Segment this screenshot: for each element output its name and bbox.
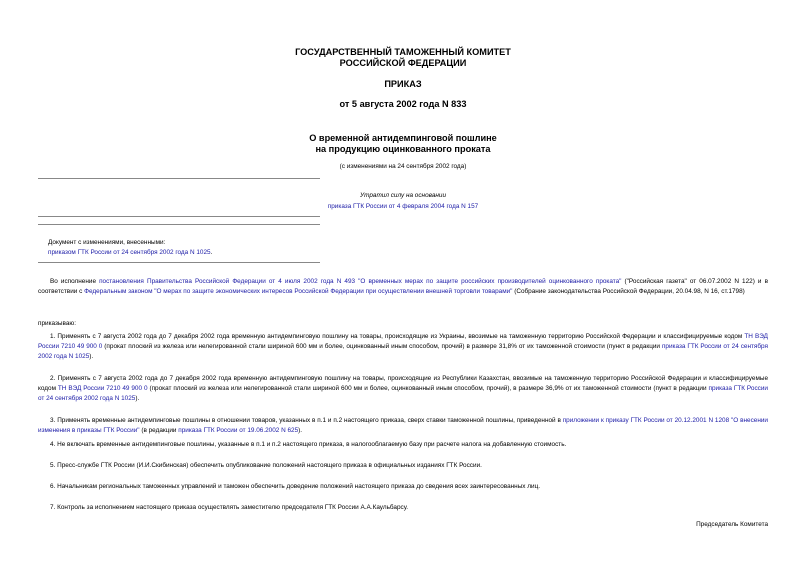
changes-block: Документ с изменениями, внесенными: приказом ГТК России от 24 сентября 2002 года N 1025. <box>48 238 348 258</box>
lost-force-note <box>278 190 528 212</box>
lost-force-label: Утратил силу на основании <box>360 192 446 199</box>
changes-label: Документ с изменениями, внесенными: <box>48 239 166 246</box>
doc-date-number: от 5 августа 2002 года N 833 <box>339 99 467 109</box>
divider <box>38 216 320 217</box>
appendix-link[interactable]: приложении к приказу ГТК России от 20.12.2001 N 1208 "О внесении изменения в приказы ГТК России" <box>38 417 768 434</box>
tn-ved-code-link[interactable]: ТН ВЭД России 7210 49 900 0 <box>38 333 768 350</box>
order-item-2: 2. Применять с 7 августа 2002 года до 7 декабря 2002 года временную антидемпинговую пошлину на товары, происходящие из Республики Казахстан, ввозимые на таможенную территорию Российской Федерации и классифицируемые кодом ТН ВЭД России 7210 49 900 0 (прокат плоский из железа или нелегированной стали шириной 600 мм и более, оцинкованный иным способом, прочий), в размере 36,9% от их таможенной стоимости (пункт в редакции приказа ГТК России от 24 сентября 2002 года N 1025). <box>38 375 768 402</box>
order-625-link[interactable]: приказа ГТК России от 19.06.2002 N 625 <box>178 427 299 434</box>
order-word: приказываю: <box>38 320 76 327</box>
order-item-5: 5. Пресс-службе ГТК России (И.И.Скибинская) обеспечить опубликование положений настоящего приказа в официальных изданиях ГТК России. <box>50 462 482 469</box>
federal-law-link[interactable]: Федеральным законом "О мерах по защите экономических интересов Российской Федерации при осуществлении внешней торговли товарами" <box>84 288 513 295</box>
lost-force-link[interactable]: приказа ГТК России от 4 февраля 2004 года N 157 <box>327 203 479 210</box>
preamble: Во исполнение постановления Правительства Российской Федерации от 4 июля 2002 года N 493 "О временных мерах по защите российских производителей оцинкованного проката" ("Российская газета" от 06.07.2002 N 122) и в соответствии с Федеральным законом "О мерах по защите экономических интересов Российской Федерации при осуществлении внешней торговли товарами" (Собрание законодательства Российской Федерации, 20.04.98, N 16, ст.1798) <box>38 278 768 295</box>
signature-title: Председатель Комитета <box>696 521 768 528</box>
divider <box>38 178 320 179</box>
government-decree-link[interactable]: постановления Правительства Российской Федерации от 4 июля 2002 года N 493 "О временных мерах по защите российских производителей оцинкованного проката" <box>99 278 622 285</box>
order-item-6: 6. Начальникам региональных таможенных управлений и таможен обеспечить доведение положений настоящего приказа до сведения всех заинтересованных лиц. <box>50 483 541 490</box>
divider <box>38 224 320 225</box>
issuer-line-2: РОССИЙСКОЙ ФЕДЕРАЦИИ <box>339 58 467 68</box>
amendment-link[interactable]: приказа ГТК России от 24 сентября 2002 года N 1025 <box>38 385 768 402</box>
tn-ved-code-link[interactable]: ТН ВЭД России 7210 49 900 0 <box>57 385 148 392</box>
order-item-7: 7. Контроль за исполнением настоящего приказа осуществлять заместителю председателя ГТК России А.А.Каульбарсу. <box>50 504 409 511</box>
order-item-4: 4. Не включать временные антидемпинговые пошлины, указанные в п.1 и п.2 настоящего приказа, в налогооблагаемую базу при расчете налога на добавленную стоимость. <box>50 441 567 448</box>
doc-title <box>38 133 768 155</box>
divider <box>38 262 320 263</box>
order-item-3: 3. Применять временные антидемпинговые пошлины в отношении товаров, указанных в п.1 и п.2 настоящего приказа, сверх ставки таможенной пошлины, приведенной в приложении к приказу ГТК России от 20.12.2001 N 1208 "О внесении изменения в приказы ГТК России" (в редакции приказа ГТК России от 19.06.2002 N 625). <box>38 417 768 434</box>
doc-title-line-2: на продукцию оцинкованного проката <box>315 144 491 154</box>
doc-title-line-1: О временной антидемпинговой пошлине <box>309 133 497 143</box>
changes-link[interactable]: приказом ГТК России от 24 сентября 2002 года N 1025 <box>48 249 211 256</box>
order-item-1: 1. Применять с 7 августа 2002 года до 7 декабря 2002 года временную антидемпинговую пошлину на товары, происходящие из Украины, ввозимые на таможенную территорию Российской Федерации и классифицируемые кодом ТН ВЭД России 7210 49 900 0 (прокат плоский из железа или нелегированной стали шириной 600 мм и более, оцинкованный иным способом, прочий) в размере 31,8% от их таможенной стоимости (пункт в редакции приказа ГТК России от 24 сентября 2002 года N 1025). <box>38 333 768 360</box>
issuer-line-1: ГОСУДАРСТВЕННЫЙ ТАМОЖЕННЫЙ КОМИТЕТ <box>295 47 511 57</box>
issuer-heading <box>38 47 768 69</box>
amendment-link[interactable]: приказа ГТК России от 24 сентября 2002 года N 1025 <box>38 343 768 360</box>
doc-type: ПРИКАЗ <box>384 79 422 89</box>
changes-note: (с изменениями на 24 сентября 2002 года) <box>339 163 467 170</box>
